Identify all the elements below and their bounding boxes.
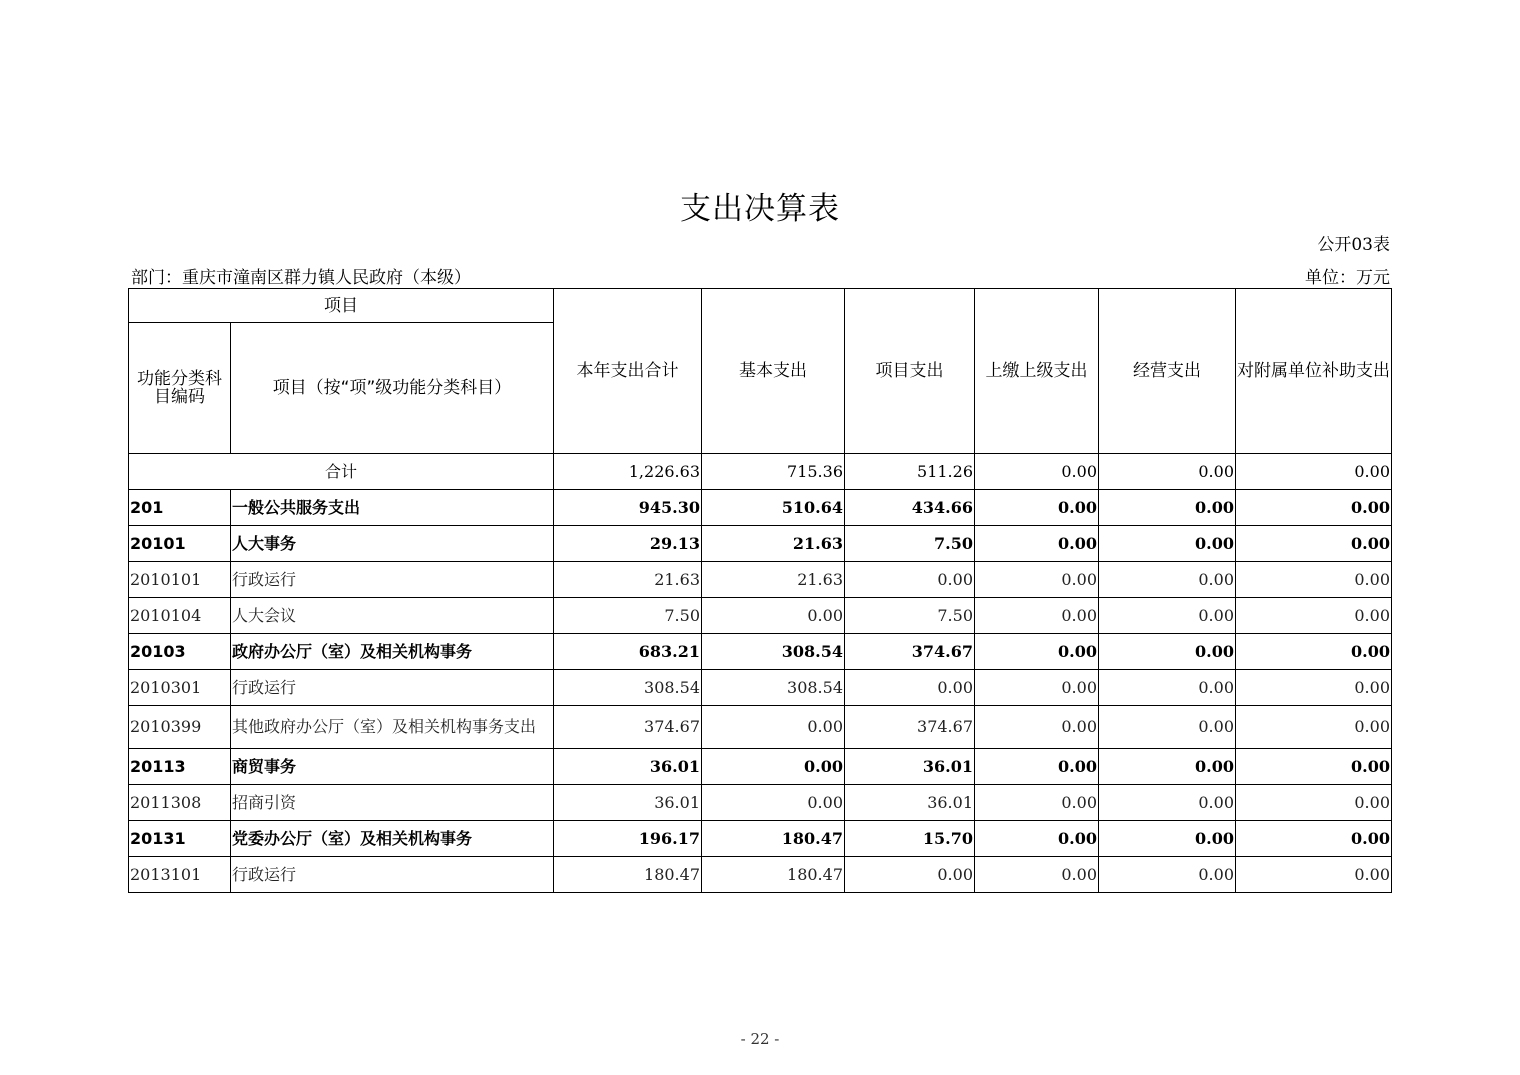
header-project-group: 项目 [129, 289, 554, 323]
row-total: 29.13 [554, 526, 702, 562]
row-name: 其他政府办公厅（室）及相关机构事务支出 [231, 706, 554, 749]
header-upper: 上缴上级支出 [975, 289, 1099, 454]
row-business: 0.00 [1099, 670, 1236, 706]
row-upper: 0.00 [975, 526, 1099, 562]
row-project: 0.00 [845, 670, 975, 706]
row-upper: 0.00 [975, 749, 1099, 785]
row-code: 2010301 [129, 670, 231, 706]
row-code: 2011308 [129, 785, 231, 821]
row-project: 7.50 [845, 526, 975, 562]
row-project: 0.00 [845, 857, 975, 893]
summary-basic: 715.36 [702, 454, 845, 490]
row-total: 308.54 [554, 670, 702, 706]
row-subsidy: 0.00 [1236, 821, 1392, 857]
row-total: 374.67 [554, 706, 702, 749]
summary-row [129, 454, 1392, 490]
row-total: 36.01 [554, 785, 702, 821]
row-name: 人大事务 [231, 526, 554, 562]
row-name: 行政运行 [231, 562, 554, 598]
row-basic: 510.64 [702, 490, 845, 526]
row-basic: 21.63 [702, 526, 845, 562]
header-project: 项目支出 [845, 289, 975, 454]
department-label: 部门：重庆市潼南区群力镇人民政府（本级） [131, 268, 471, 288]
row-subsidy: 0.00 [1236, 857, 1392, 893]
row-upper: 0.00 [975, 706, 1099, 749]
row-business: 0.00 [1099, 857, 1236, 893]
table-row [129, 634, 1392, 670]
unit-label: 单位：万元 [1305, 268, 1390, 288]
row-upper: 0.00 [975, 634, 1099, 670]
table-row [129, 490, 1392, 526]
table-row [129, 526, 1392, 562]
row-basic: 308.54 [702, 634, 845, 670]
row-upper: 0.00 [975, 785, 1099, 821]
row-subsidy: 0.00 [1236, 785, 1392, 821]
header-total: 本年支出合计 [554, 289, 702, 454]
form-number: 公开03表 [1317, 235, 1390, 255]
page-title: 支出决算表 [680, 191, 840, 227]
summary-project: 511.26 [845, 454, 975, 490]
row-basic: 308.54 [702, 670, 845, 706]
row-business: 0.00 [1099, 490, 1236, 526]
row-upper: 0.00 [975, 821, 1099, 857]
row-name: 行政运行 [231, 857, 554, 893]
row-subsidy: 0.00 [1236, 634, 1392, 670]
row-upper: 0.00 [975, 598, 1099, 634]
row-code: 2010101 [129, 562, 231, 598]
row-project: 36.01 [845, 749, 975, 785]
row-name: 一般公共服务支出 [231, 490, 554, 526]
row-total: 36.01 [554, 749, 702, 785]
row-total: 180.47 [554, 857, 702, 893]
summary-subsidy: 0.00 [1236, 454, 1392, 490]
row-project: 374.67 [845, 634, 975, 670]
row-project: 7.50 [845, 598, 975, 634]
row-basic: 0.00 [702, 785, 845, 821]
row-project: 15.70 [845, 821, 975, 857]
table-row [129, 857, 1392, 893]
row-total: 21.63 [554, 562, 702, 598]
row-code: 20113 [129, 749, 231, 785]
summary-business: 0.00 [1099, 454, 1236, 490]
row-upper: 0.00 [975, 857, 1099, 893]
row-subsidy: 0.00 [1236, 526, 1392, 562]
row-code: 2010399 [129, 706, 231, 749]
row-basic: 21.63 [702, 562, 845, 598]
row-business: 0.00 [1099, 598, 1236, 634]
row-name: 政府办公厅（室）及相关机构事务 [231, 634, 554, 670]
table-row [129, 821, 1392, 857]
row-total: 196.17 [554, 821, 702, 857]
row-total: 7.50 [554, 598, 702, 634]
table-row [129, 785, 1392, 821]
row-business: 0.00 [1099, 526, 1236, 562]
header-name: 项目（按“项”级功能分类科目） [231, 323, 554, 454]
header-business: 经营支出 [1099, 289, 1236, 454]
row-subsidy: 0.00 [1236, 598, 1392, 634]
row-business: 0.00 [1099, 749, 1236, 785]
row-total: 945.30 [554, 490, 702, 526]
summary-total: 1,226.63 [554, 454, 702, 490]
header-basic: 基本支出 [702, 289, 845, 454]
row-subsidy: 0.00 [1236, 706, 1392, 749]
row-code: 201 [129, 490, 231, 526]
table-row [129, 562, 1392, 598]
header-code: 功能分类科目编码 [129, 323, 231, 454]
row-name: 人大会议 [231, 598, 554, 634]
page-number: - 22 - [740, 1030, 780, 1048]
table-row [129, 706, 1392, 749]
row-subsidy: 0.00 [1236, 670, 1392, 706]
row-upper: 0.00 [975, 490, 1099, 526]
row-name: 商贸事务 [231, 749, 554, 785]
row-upper: 0.00 [975, 670, 1099, 706]
expenditure-table [128, 288, 1392, 893]
summary-label: 合计 [129, 454, 554, 490]
row-business: 0.00 [1099, 785, 1236, 821]
row-business: 0.00 [1099, 821, 1236, 857]
header-subsidy: 对附属单位补助支出 [1236, 289, 1392, 454]
row-basic: 0.00 [702, 749, 845, 785]
row-subsidy: 0.00 [1236, 490, 1392, 526]
row-basic: 0.00 [702, 706, 845, 749]
table-row [129, 749, 1392, 785]
row-business: 0.00 [1099, 706, 1236, 749]
table-row [129, 598, 1392, 634]
row-basic: 180.47 [702, 857, 845, 893]
summary-upper: 0.00 [975, 454, 1099, 490]
row-name: 行政运行 [231, 670, 554, 706]
row-project: 0.00 [845, 562, 975, 598]
row-code: 2010104 [129, 598, 231, 634]
row-name: 党委办公厅（室）及相关机构事务 [231, 821, 554, 857]
row-subsidy: 0.00 [1236, 562, 1392, 598]
row-basic: 180.47 [702, 821, 845, 857]
row-code: 20101 [129, 526, 231, 562]
row-total: 683.21 [554, 634, 702, 670]
row-project: 374.67 [845, 706, 975, 749]
row-upper: 0.00 [975, 562, 1099, 598]
row-project: 36.01 [845, 785, 975, 821]
row-subsidy: 0.00 [1236, 749, 1392, 785]
row-code: 20131 [129, 821, 231, 857]
row-code: 20103 [129, 634, 231, 670]
row-business: 0.00 [1099, 562, 1236, 598]
row-name: 招商引资 [231, 785, 554, 821]
row-project: 434.66 [845, 490, 975, 526]
row-business: 0.00 [1099, 634, 1236, 670]
row-basic: 0.00 [702, 598, 845, 634]
row-code: 2013101 [129, 857, 231, 893]
table-row [129, 670, 1392, 706]
